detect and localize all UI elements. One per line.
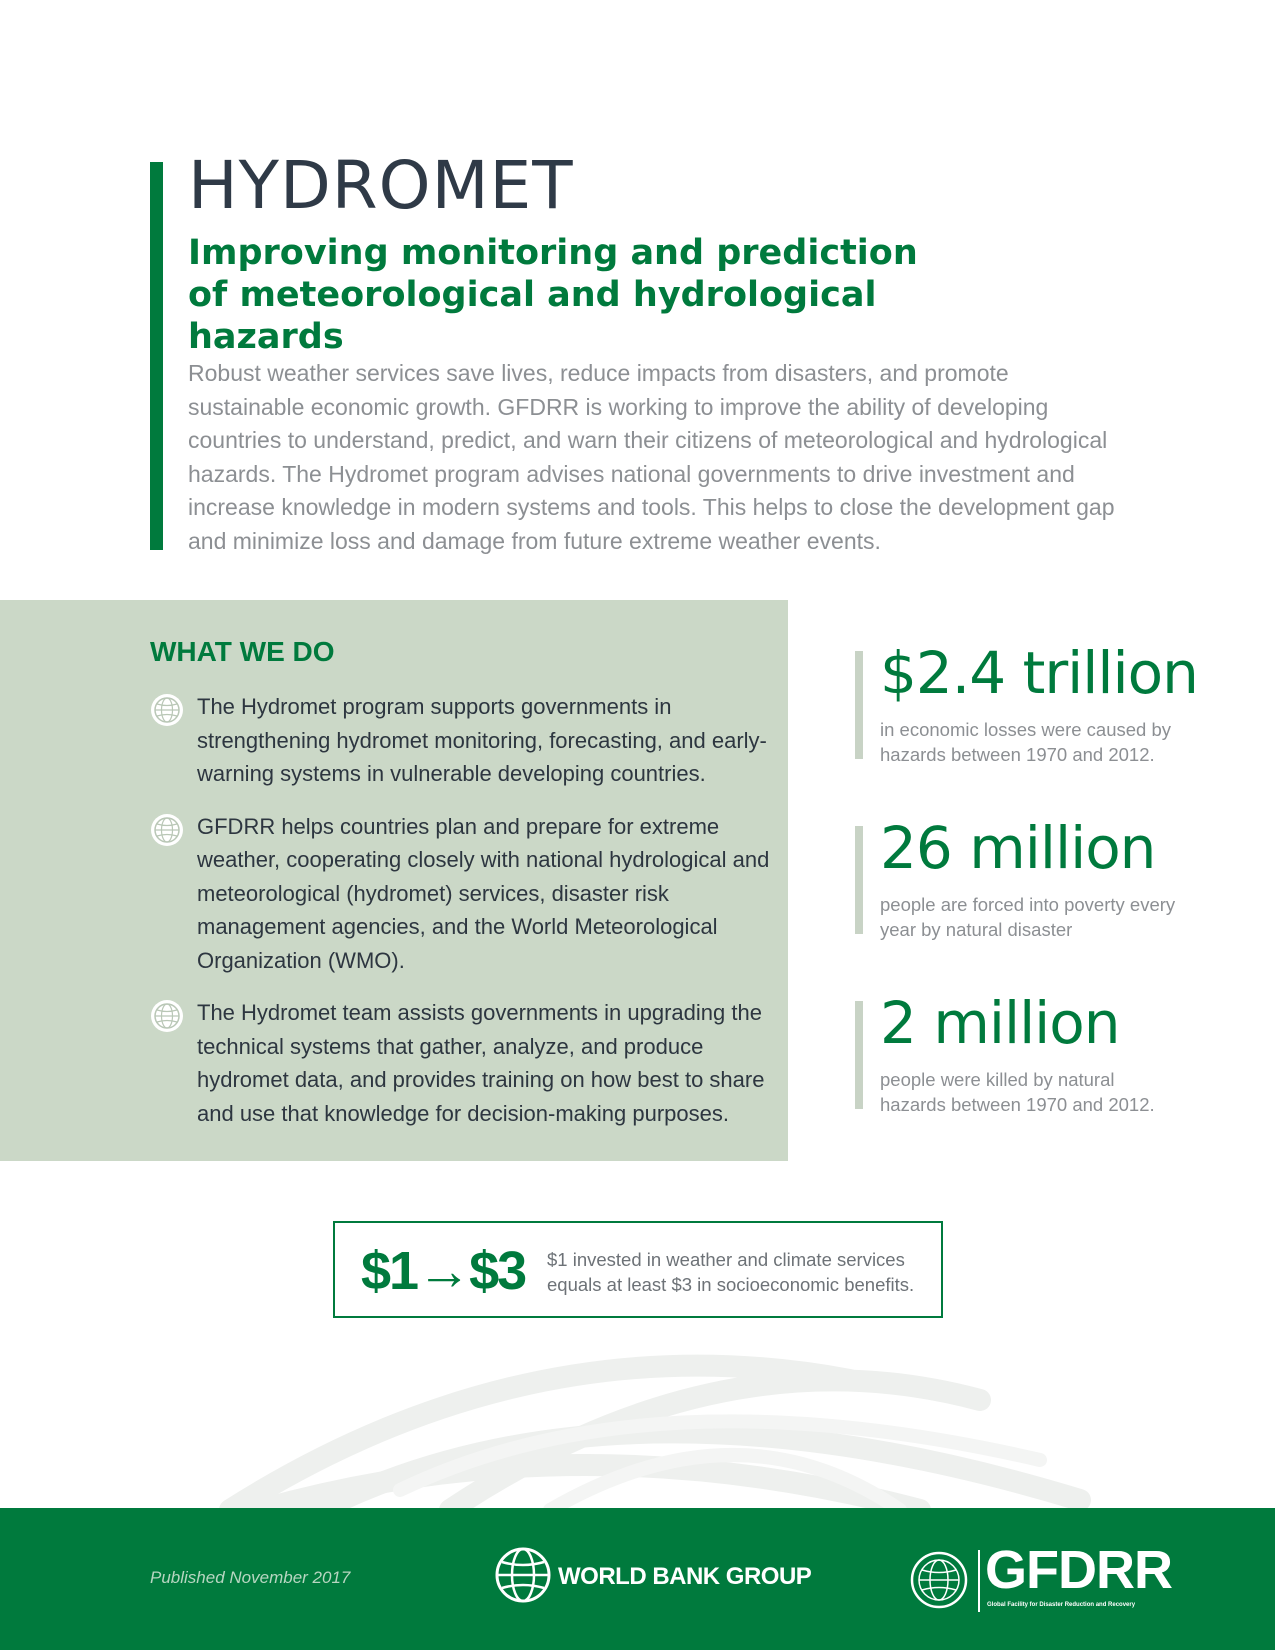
title-accent-bar	[150, 162, 163, 550]
page-subtitle: Improving monitoring and prediction of meteorological and hydrological hazards	[188, 233, 918, 357]
stat-caption: people are forced into poverty every year by natural disaster	[880, 894, 1176, 940]
globe-icon	[150, 813, 184, 847]
list-item-text: GFDRR helps countries plan and prepare for extreme weather, cooperating closely with national hydrological and meteorological (hydromet) services, disaster risk management agencies, and the World Meteorological Organization (WMO).	[197, 813, 770, 973]
gfdrr-logo-text: GFDRR	[985, 1540, 1172, 1600]
list-item	[150, 996, 770, 1130]
investment-ratio-box	[333, 1221, 943, 1318]
stat-bar	[855, 826, 863, 934]
ratio-value: $1→$3	[361, 1241, 526, 1301]
list-item	[150, 810, 770, 978]
stat-bar	[855, 651, 863, 759]
intro-paragraph: Robust weather services save lives, reduce impacts from disasters, and promote sustainable economic growth. GFDRR is working to improve the ability of developing countries to understand, predict, and warn their citizens of meteorological and hydrological hazards. The Hydromet program advises national governments to drive investment and increase knowledge in modern systems and tools. This helps to close the development gap and minimize loss and damage from future extreme weather events.	[188, 360, 1115, 554]
globe-icon	[150, 999, 184, 1033]
stat-caption: in economic losses were caused by hazards between 1970 and 2012.	[880, 719, 1172, 765]
globe-icon	[150, 693, 184, 727]
list-item	[150, 690, 770, 791]
globe-watermark-graphic	[200, 1340, 1100, 1510]
gfdrr-logo-divider	[978, 1550, 980, 1612]
list-item-text: The Hydromet team assists governments in upgrading the technical systems that gather, analyze, and produce hydromet data, and provides training on how best to share and use that knowledge for decision-making purposes.	[197, 1000, 765, 1126]
gfdrr-globe-icon	[909, 1550, 969, 1610]
stat-bar	[855, 1001, 863, 1109]
ratio-text: $1 invested in weather and climate services equals at least $3 in socioeconomic benefits.	[547, 1249, 915, 1295]
world-bank-globe-icon	[494, 1546, 552, 1604]
gfdrr-logo[interactable]	[909, 1540, 1179, 1618]
stat-value: 26 million	[880, 814, 1156, 882]
stat-value: 2 million	[880, 989, 1120, 1057]
what-we-do-list	[150, 690, 770, 1149]
stat-caption: people were killed by natural hazards between 1970 and 2012.	[880, 1069, 1155, 1115]
gfdrr-tagline: Global Facility for Disaster Reduction and Recovery	[987, 1602, 1136, 1608]
world-bank-group-logo-text: WORLD BANK GROUP	[558, 1563, 812, 1590]
what-we-do-heading: WHAT WE DO	[150, 636, 335, 667]
stat-value: $2.4 trillion	[880, 639, 1198, 707]
published-date: Published November 2017	[150, 1568, 351, 1587]
footer-band	[0, 1508, 1275, 1650]
list-item-text: The Hydromet program supports governments in strengthening hydromet monitoring, forecasting, and early-warning systems in vulnerable developing countries.	[197, 694, 767, 786]
page-title: HYDROMET	[188, 147, 574, 224]
